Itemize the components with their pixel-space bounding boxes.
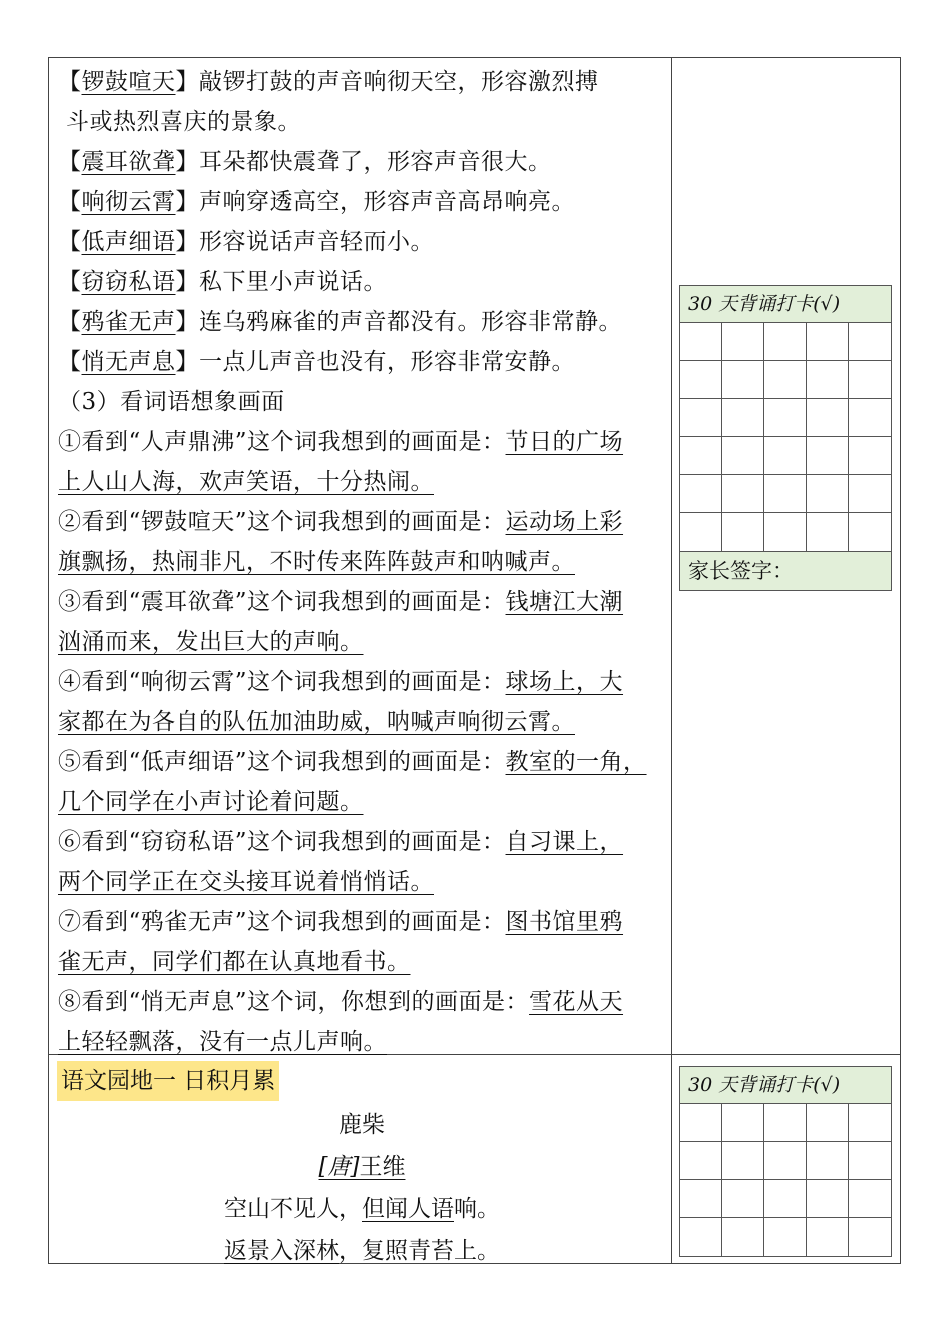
checkin-grid [680,323,891,551]
item-answer: 教室的一角， [505,749,647,775]
item-answer: 自习课上， [505,829,624,855]
item-answer: 雪花从天 [529,989,624,1015]
imagination-item [58,422,666,502]
checkin-cell[interactable] [807,1180,849,1218]
poem-title: 鹿柴 [339,1112,385,1138]
imagination-item [58,582,666,662]
checkin-title: 30 天背诵打卡(√) [680,286,891,323]
idiom-line: 【窃窃私语】私下里小声说话。 [58,269,387,295]
idiom-term: 低声细语 [81,229,176,255]
item-answer: 上人山人海，欢声笑语，十分热闹。 [58,469,434,495]
checkin-cell[interactable] [807,1142,849,1180]
poem-text: 响。 [454,1196,500,1222]
poem-line [58,1190,666,1223]
checkin-cell[interactable] [764,1104,806,1142]
checkin-cell[interactable] [722,437,764,475]
section2-title: 语文园地一 日积月累 [57,1061,279,1101]
checkin-cell[interactable] [680,475,722,513]
checkin-cell[interactable] [722,1218,764,1256]
checkin-cell[interactable] [680,399,722,437]
item-answer: 球场上，大 [505,669,624,695]
checkin-cell[interactable] [807,437,849,475]
idiom-term: 响彻云霄 [81,189,176,215]
checkin-cell[interactable] [764,437,806,475]
idiom-def: 形容说话声音轻而小。 [199,229,434,255]
item-answer: 家都在为各自的队伍加油助威，呐喊声响彻云霄。 [58,709,575,735]
poem-author: 王维 [359,1154,406,1180]
item-answer: 旗飘扬，热闹非凡，不时传来阵阵鼓声和呐喊声。 [58,549,575,575]
idiom-term: 锣鼓喧天 [81,69,176,95]
imagination-item [58,502,666,582]
checkin-cell[interactable] [849,399,891,437]
checkin-cell[interactable] [680,1180,722,1218]
checkin-box [679,285,892,591]
poem-text-underlined: 但闻人语 [362,1196,454,1222]
idiom-term: 震耳欲聋 [81,149,176,175]
checkin-cell[interactable] [849,1218,891,1256]
checkin-cell[interactable] [722,1180,764,1218]
imagination-item [58,742,666,822]
idiom-def: 斗或热烈喜庆的景象。 [66,109,301,135]
item-prompt: ①看到“人声鼎沸”这个词我想到的画面是： [58,429,506,455]
item-prompt: ④看到“响彻云霄”这个词我想到的画面是： [58,669,506,695]
checkin-cell[interactable] [807,513,849,551]
checkin-cell[interactable] [849,513,891,551]
item-answer: 两个同学正在交头接耳说着悄悄话。 [58,869,434,895]
checkin-cell[interactable] [764,399,806,437]
checkin-cell[interactable] [849,1104,891,1142]
item-prompt: ⑦看到“鸦雀无声”这个词我想到的画面是： [58,909,506,935]
checkin-cell[interactable] [680,323,722,361]
checkin-cell[interactable] [764,1218,806,1256]
checkin-cell[interactable] [807,1104,849,1142]
item-answer: 节日的广场 [505,429,624,455]
column-divider [671,57,672,1264]
checkin-box [679,1066,892,1257]
checkin-cell[interactable] [680,513,722,551]
checkin-cell[interactable] [680,1142,722,1180]
checkin-cell[interactable] [807,475,849,513]
checkin-cell[interactable] [722,1142,764,1180]
checkin-cell[interactable] [807,361,849,399]
checkin-cell[interactable] [849,361,891,399]
idiom-line: 【锣鼓喧天】敲锣打鼓的声音响彻天空，形容激烈搏 [58,69,599,95]
checkin-cell[interactable] [680,437,722,475]
idiom-line-cont [58,102,666,142]
poem-byline [58,1148,666,1181]
checkin-cell[interactable] [764,1142,806,1180]
checkin-grid [680,1104,891,1256]
idiom-def: 连乌鸦麻雀的声音都没有。形容非常静。 [199,309,622,335]
checkin-cell[interactable] [764,361,806,399]
poem-text-underlined: 返景入深林 [224,1238,339,1264]
item-answer: 钱塘江大潮 [505,589,624,615]
poem-text: 空山不见人， [224,1196,362,1222]
idiom-def: 声响穿透高空，形容声音高昂响亮。 [199,189,575,215]
checkin-cell[interactable] [849,437,891,475]
checkin-cell[interactable] [680,361,722,399]
checkin-cell[interactable] [764,475,806,513]
idiom-line: 【鸦雀无声】连乌鸦麻雀的声音都没有。形容非常静。 [58,309,622,335]
checkin-cell[interactable] [849,323,891,361]
poem-dynasty: [唐] [318,1154,360,1180]
idiom-line: 【响彻云霄】声响穿透高空，形容声音高昂响亮。 [58,189,575,215]
imagination-item [58,662,666,742]
parent-signature[interactable]: 家长签字： [680,551,891,590]
checkin-cell[interactable] [807,323,849,361]
checkin-cell[interactable] [680,1104,722,1142]
idiom-def: 敲锣打鼓的声音响彻天空，形容激烈搏 [199,69,599,95]
checkin-title: 30 天背诵打卡(√) [680,1067,891,1104]
idiom-line: 【悄无声息】一点儿声音也没有，形容非常安静。 [58,349,575,375]
idiom-def: 私下里小声说话。 [199,269,387,295]
imagination-item [58,982,666,1062]
item-prompt: ②看到“锣鼓喧天”这个词我想到的画面是： [58,509,506,535]
idiom-section [58,62,666,1062]
poem-line [58,1232,666,1265]
checkin-cell[interactable] [807,399,849,437]
idiom-line: 【震耳欲聋】耳朵都快震聋了，形容声音很大。 [58,149,552,175]
item-answer: 汹涌而来，发出巨大的声响。 [58,629,364,655]
idiom-term: 窃窃私语 [81,269,176,295]
checkin-cell[interactable] [764,513,806,551]
item-prompt: ⑤看到“低声细语”这个词我想到的画面是： [58,749,506,775]
idiom-line: 【低声细语】形容说话声音轻而小。 [58,229,434,255]
item-answer: 图书馆里鸦 [505,909,624,935]
imagination-item [58,822,666,902]
item-prompt: ③看到“震耳欲聋”这个词我想到的画面是： [58,589,506,615]
poem-text: ，复照青苔上。 [339,1238,500,1264]
checkin-cell[interactable] [722,399,764,437]
imagination-item [58,902,666,982]
idiom-def: 一点儿声音也没有，形容非常安静。 [199,349,575,375]
checkin-cell[interactable] [849,475,891,513]
checkin-cell[interactable] [807,1218,849,1256]
checkin-cell[interactable] [849,1142,891,1180]
item-answer: 几个同学在小声讨论着问题。 [58,789,364,815]
item-prompt: ⑥看到“窃窃私语”这个词我想到的画面是： [58,829,506,855]
idiom-term: 悄无声息 [81,349,176,375]
checkin-cell[interactable] [722,475,764,513]
checkin-cell[interactable] [722,361,764,399]
checkin-cell[interactable] [764,323,806,361]
checkin-cell[interactable] [722,513,764,551]
item-answer: 上轻轻飘落，没有一点儿声响。 [58,1029,387,1055]
item-answer: 运动场上彩 [505,509,624,535]
checkin-cell[interactable] [680,1218,722,1256]
checkin-cell[interactable] [849,1180,891,1218]
item-answer: 雀无声，同学们都在认真地看书。 [58,949,411,975]
section-heading: （3）看词语想象画面 [58,389,285,415]
checkin-cell[interactable] [722,323,764,361]
idiom-def: 耳朵都快震聋了，形容声音很大。 [199,149,552,175]
idiom-term: 鸦雀无声 [81,309,176,335]
checkin-cell[interactable] [722,1104,764,1142]
checkin-cell[interactable] [764,1180,806,1218]
item-prompt: ⑧看到“悄无声息”这个词，你想到的画面是： [58,989,530,1015]
